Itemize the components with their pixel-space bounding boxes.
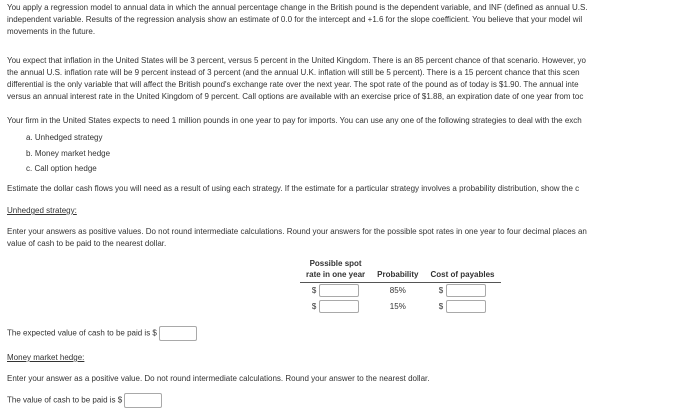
table-row (300, 299, 501, 315)
money-market-row (7, 393, 162, 408)
currency-symbol: $ (311, 302, 317, 311)
expected-value-input[interactable] (159, 326, 197, 341)
cost-of-payables-input[interactable] (446, 300, 486, 313)
spot-rate-cell (300, 299, 371, 315)
spot-rate-cell (300, 283, 371, 299)
col-probability-header: Probability (371, 258, 424, 283)
currency-symbol: $ (438, 302, 444, 311)
cost-cell (424, 283, 500, 299)
unhedged-instruction: value of cash to be paid to the nearest dollar. (7, 239, 167, 248)
intro-line: the annual U.S. inflation rate will be 9 percent instead of 3 percent (and the annual U.K. inflation will still be 5 percent). There is a 15 percent chance that this scen (7, 68, 580, 77)
strategy-item: a. Unhedged strategy (26, 133, 103, 142)
estimate-instruction: Estimate the dollar cash flows you will need as a result of using each strategy. If the estimate for a particular strategy involves a probability distribution, show the c (7, 184, 580, 193)
unhedged-heading: Unhedged strategy: (7, 206, 77, 215)
intro-paragraph-3: Your firm in the United States expects to need 1 million pounds in one year to pay for imports. You can use any one of the following strategies to deal with the exch (7, 116, 582, 125)
strategy-item: c. Call option hedge (26, 164, 97, 173)
expected-value-row (7, 326, 197, 341)
intro-line: You expect that inflation in the United States will be 3 percent, versus 5 percent in the United Kingdom. There is an 85 percent chance of that scenario. However, yo (7, 56, 587, 65)
intro-line: independent variable. Results of the regression analysis show an estimate of 0.0 for the intercept and +1.6 for the slope coefficient. You believe that your model wil (7, 15, 583, 24)
unhedged-instruction: Enter your answers as positive values. Do not round intermediate calculations. Round your answers for the possible spot rates in one year to four decimal places an (7, 227, 587, 236)
table-row (300, 283, 501, 299)
money-market-label: The value of cash to be paid is $ (7, 395, 123, 405)
cost-of-payables-input[interactable] (446, 284, 486, 297)
col-spot-rate-header-line2: rate in one year (306, 270, 366, 279)
spot-rate-input[interactable] (319, 300, 359, 313)
probability-cell: 85% (389, 286, 406, 296)
expected-value-label: The expected value of cash to be paid is $ (7, 328, 157, 338)
spot-rate-input[interactable] (319, 284, 359, 297)
col-spot-rate-header-line1: Possible spot (309, 259, 362, 268)
intro-line: movements in the future. (7, 27, 96, 36)
cost-cell (424, 299, 500, 315)
col-spot-rate-header (300, 258, 371, 283)
col-cost-header: Cost of payables (424, 258, 500, 283)
unhedged-table (300, 258, 501, 315)
intro-line: versus an annual interest rate in the United Kingdom of 9 percent. Call options are available with an exercise price of $1.88, an expiration date of one year from toc (7, 92, 584, 101)
intro-line: differential is the only variable that will affect the British pound's exchange rate over the next year. The spot rate of the pound as of today is $1.90. The annual inte (7, 80, 579, 89)
money-market-instruction: Enter your answer as a positive value. Do not round intermediate calculations. Round your answer to the nearest dollar. (7, 374, 430, 383)
currency-symbol: $ (311, 286, 317, 296)
probability-cell: 15% (389, 302, 406, 311)
strategy-item: b. Money market hedge (26, 149, 111, 158)
money-market-heading: Money market hedge: (7, 353, 85, 362)
currency-symbol: $ (438, 286, 444, 296)
intro-line: You apply a regression model to annual data in which the annual percentage change in the British pound is the dependent variable, and INF (defined as annual U.S. (7, 3, 588, 12)
money-market-input[interactable] (124, 393, 162, 408)
